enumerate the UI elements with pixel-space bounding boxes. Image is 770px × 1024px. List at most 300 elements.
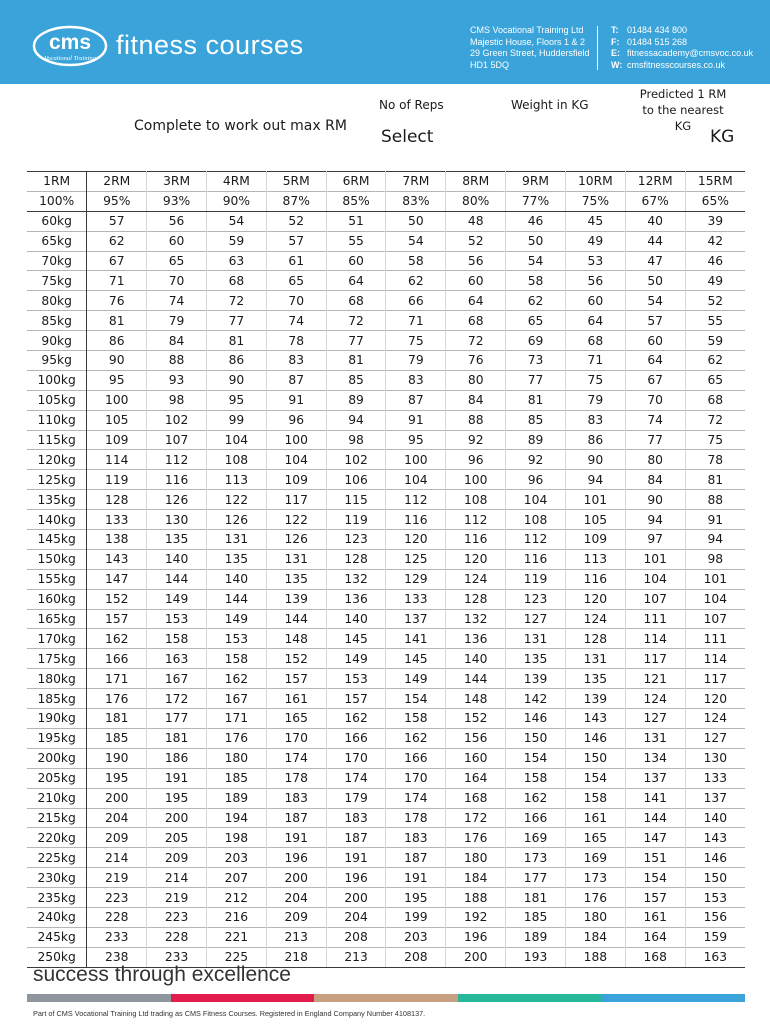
table-cell: 157 (266, 669, 326, 689)
table-row (27, 530, 745, 550)
table-cell: 9RM (506, 172, 566, 192)
table-cell: 57 (87, 211, 147, 231)
table-cell: 200 (87, 788, 147, 808)
row-label-cell: 75kg (27, 271, 87, 291)
table-cell: 101 (685, 569, 745, 589)
table-cell: 143 (685, 828, 745, 848)
table-cell: 81 (87, 311, 147, 331)
no-of-reps-label: No of Reps (379, 98, 444, 112)
table-cell: 77% (506, 191, 566, 211)
row-label-cell: 65kg (27, 231, 87, 251)
table-cell: 154 (565, 768, 625, 788)
table-cell: 80 (446, 370, 506, 390)
table-cell: 204 (266, 888, 326, 908)
reps-select[interactable]: Select (381, 127, 434, 147)
table-cell: 150 (685, 868, 745, 888)
table-cell: 195 (147, 788, 207, 808)
cms-logo (32, 25, 108, 67)
row-label-cell: 1RM (27, 172, 87, 192)
table-cell: 171 (206, 709, 266, 729)
table-cell: 84 (446, 390, 506, 410)
table-cell: 73 (506, 351, 566, 371)
table-cell: 156 (685, 907, 745, 927)
table-cell: 233 (147, 947, 207, 967)
table-cell: 187 (266, 808, 326, 828)
table-cell: 186 (147, 748, 207, 768)
table-cell: 131 (565, 649, 625, 669)
row-label-cell: 135kg (27, 490, 87, 510)
row-label-cell: 180kg (27, 669, 87, 689)
table-cell: 223 (87, 888, 147, 908)
table-cell: 65% (685, 191, 745, 211)
table-cell: 88 (446, 410, 506, 430)
table-cell: 129 (386, 569, 446, 589)
table-row (27, 450, 745, 470)
table-cell: 166 (326, 728, 386, 748)
table-cell: 146 (506, 709, 566, 729)
table-cell: 221 (206, 927, 266, 947)
row-label-cell: 245kg (27, 927, 87, 947)
table-cell: 81 (685, 470, 745, 490)
table-cell: 214 (147, 868, 207, 888)
table-cell: 108 (206, 450, 266, 470)
table-cell: 95 (386, 430, 446, 450)
table-cell: 44 (625, 231, 685, 251)
table-cell: 223 (147, 907, 207, 927)
table-cell: 85 (506, 410, 566, 430)
rep-max-table (27, 171, 745, 968)
table-row (27, 351, 745, 371)
table-cell: 76 (87, 291, 147, 311)
table-row (27, 689, 745, 709)
table-cell: 104 (386, 470, 446, 490)
table-cell: 162 (386, 728, 446, 748)
table-cell: 84 (147, 331, 207, 351)
table-cell: 135 (266, 569, 326, 589)
table-cell: 81 (326, 351, 386, 371)
table-cell: 130 (685, 748, 745, 768)
row-label-cell: 100kg (27, 370, 87, 390)
table-cell: 104 (506, 490, 566, 510)
table-cell: 204 (87, 808, 147, 828)
table-cell: 12RM (625, 172, 685, 192)
table-cell: 4RM (206, 172, 266, 192)
table-row (27, 669, 745, 689)
table-row (27, 848, 745, 868)
table-cell: 79 (386, 351, 446, 371)
table-cell: 135 (565, 669, 625, 689)
table-cell: 68 (326, 291, 386, 311)
table-cell: 158 (206, 649, 266, 669)
contact-fax (611, 37, 753, 49)
table-row (27, 410, 745, 430)
table-cell: 42 (685, 231, 745, 251)
table-cell: 62 (87, 231, 147, 251)
table-row (27, 390, 745, 410)
table-cell: 65 (147, 251, 207, 271)
table-cell: 149 (147, 589, 207, 609)
table-cell: 136 (446, 629, 506, 649)
table-row (27, 490, 745, 510)
table-cell: 71 (87, 271, 147, 291)
table-cell: 49 (565, 231, 625, 251)
table-cell: 68 (206, 271, 266, 291)
table-cell: 101 (625, 549, 685, 569)
table-cell: 219 (87, 868, 147, 888)
table-cell: 62 (685, 351, 745, 371)
table-cell: 67% (625, 191, 685, 211)
table-cell: 124 (446, 569, 506, 589)
brand-name: fitness courses (116, 30, 304, 60)
table-cell: 120 (565, 589, 625, 609)
table-cell: 117 (266, 490, 326, 510)
tagline: success through excellence (33, 963, 291, 986)
table-cell: 119 (326, 510, 386, 530)
table-cell: 163 (147, 649, 207, 669)
table-cell: 67 (625, 370, 685, 390)
table-cell: 79 (565, 390, 625, 410)
table-cell: 199 (386, 907, 446, 927)
table-cell: 170 (266, 728, 326, 748)
table-cell: 177 (147, 709, 207, 729)
row-label-cell: 240kg (27, 907, 87, 927)
table-cell: 167 (206, 689, 266, 709)
table-cell: 63 (206, 251, 266, 271)
table-cell: 91 (266, 390, 326, 410)
table-cell: 120 (446, 549, 506, 569)
table-cell: 125 (386, 549, 446, 569)
row-label-cell: 230kg (27, 868, 87, 888)
table-cell: 159 (685, 927, 745, 947)
table-cell: 130 (147, 510, 207, 530)
table-cell: 146 (685, 848, 745, 868)
table-cell: 140 (685, 808, 745, 828)
row-label-cell: 235kg (27, 888, 87, 908)
table-cell: 98 (147, 390, 207, 410)
table-cell: 200 (147, 808, 207, 828)
table-cell: 54 (386, 231, 446, 251)
table-cell: 114 (625, 629, 685, 649)
table-cell: 161 (625, 907, 685, 927)
table-cell: 188 (565, 947, 625, 967)
company-address (470, 25, 590, 71)
table-cell: 78 (266, 331, 326, 351)
header-divider (597, 26, 598, 70)
table-cell: 169 (565, 848, 625, 868)
table-cell: 173 (565, 868, 625, 888)
table-cell: 65 (266, 271, 326, 291)
table-cell: 208 (326, 927, 386, 947)
table-cell: 60 (446, 271, 506, 291)
table-cell: 149 (326, 649, 386, 669)
table-cell: 161 (266, 689, 326, 709)
table-cell: 72 (206, 291, 266, 311)
contact-value[interactable]: fitnessacademy@cmsvoc.co.uk (627, 48, 754, 58)
table-cell: 133 (685, 768, 745, 788)
table-cell: 139 (266, 589, 326, 609)
table-cell: 131 (266, 549, 326, 569)
table-cell: 119 (87, 470, 147, 490)
table-cell: 152 (446, 709, 506, 729)
table-cell: 94 (565, 470, 625, 490)
table-cell: 126 (266, 530, 326, 550)
table-cell: 59 (685, 331, 745, 351)
table-cell: 141 (625, 788, 685, 808)
table-row (27, 370, 745, 390)
table-cell: 112 (147, 450, 207, 470)
table-row (27, 748, 745, 768)
contact-value: 01484 434 800 (627, 25, 688, 35)
table-cell: 101 (565, 490, 625, 510)
table-cell: 56 (147, 211, 207, 231)
table-cell: 124 (685, 709, 745, 729)
table-cell: 180 (565, 907, 625, 927)
table-cell: 60 (326, 251, 386, 271)
table-cell: 122 (206, 490, 266, 510)
table-cell: 111 (625, 609, 685, 629)
color-bar-segment (314, 994, 458, 1002)
table-row (27, 331, 745, 351)
table-cell: 153 (147, 609, 207, 629)
table-cell: 90 (206, 370, 266, 390)
table-cell: 66 (386, 291, 446, 311)
table-cell: 104 (685, 589, 745, 609)
table-cell: 219 (147, 888, 207, 908)
row-label-cell: 105kg (27, 390, 87, 410)
table-cell: 146 (565, 728, 625, 748)
table-cell: 135 (206, 549, 266, 569)
table-cell: 75 (565, 370, 625, 390)
row-label-cell: 190kg (27, 709, 87, 729)
table-cell: 200 (266, 868, 326, 888)
table-cell: 189 (506, 927, 566, 947)
table-cell: 77 (206, 311, 266, 331)
table-cell: 67 (87, 251, 147, 271)
table-cell: 112 (506, 530, 566, 550)
table-cell: 180 (446, 848, 506, 868)
table-cell: 95 (87, 370, 147, 390)
table-cell: 108 (446, 490, 506, 510)
table-cell: 178 (266, 768, 326, 788)
table-cell: 7RM (386, 172, 446, 192)
table-cell: 87% (266, 191, 326, 211)
table-cell: 177 (506, 868, 566, 888)
table-cell: 64 (565, 311, 625, 331)
table-cell: 176 (565, 888, 625, 908)
table-cell: 128 (87, 490, 147, 510)
table-cell: 133 (386, 589, 446, 609)
table-cell: 153 (206, 629, 266, 649)
table-cell: 49 (685, 271, 745, 291)
table-row (27, 470, 745, 490)
table-cell: 187 (326, 828, 386, 848)
table-cell: 170 (386, 768, 446, 788)
table-cell: 157 (326, 689, 386, 709)
table-cell: 72 (446, 331, 506, 351)
table-cell: 116 (446, 530, 506, 550)
table-cell: 52 (685, 291, 745, 311)
table-cell: 142 (506, 689, 566, 709)
table-cell: 145 (386, 649, 446, 669)
table-cell: 123 (326, 530, 386, 550)
address-line: CMS Vocational Training Ltd (470, 25, 584, 35)
table-cell: 131 (206, 530, 266, 550)
table-cell: 104 (625, 569, 685, 589)
table-cell: 114 (685, 649, 745, 669)
table-cell: 153 (326, 669, 386, 689)
table-cell: 107 (625, 589, 685, 609)
table-cell: 57 (266, 231, 326, 251)
table-cell: 144 (206, 589, 266, 609)
table-cell: 149 (206, 609, 266, 629)
table-cell: 50 (625, 271, 685, 291)
table-cell: 87 (386, 390, 446, 410)
table-cell: 60 (147, 231, 207, 251)
table-cell: 168 (446, 788, 506, 808)
table-cell: 200 (326, 888, 386, 908)
table-cell: 68 (685, 390, 745, 410)
table-cell: 77 (506, 370, 566, 390)
table-cell: 149 (386, 669, 446, 689)
table-cell: 135 (147, 530, 207, 550)
row-label-cell: 80kg (27, 291, 87, 311)
table-cell: 238 (87, 947, 147, 967)
color-bar-segment (601, 994, 745, 1002)
table-cell: 75% (565, 191, 625, 211)
table-cell: 72 (326, 311, 386, 331)
table-cell: 81 (206, 331, 266, 351)
table-cell: 140 (446, 649, 506, 669)
table-cell: 99 (206, 410, 266, 430)
table-cell: 128 (326, 549, 386, 569)
table-cell: 77 (326, 331, 386, 351)
table-cell: 98 (326, 430, 386, 450)
table-cell: 117 (625, 649, 685, 669)
row-label-cell: 120kg (27, 450, 87, 470)
table-cell: 165 (266, 709, 326, 729)
contact-value[interactable]: cmsfitnesscourses.co.uk (627, 59, 726, 70)
table-cell: 144 (625, 808, 685, 828)
table-cell: 126 (147, 490, 207, 510)
table-cell: 56 (565, 271, 625, 291)
table-cell: 233 (87, 927, 147, 947)
table-cell: 107 (685, 609, 745, 629)
table-cell: 80% (446, 191, 506, 211)
table-cell: 147 (625, 828, 685, 848)
table-cell: 158 (506, 768, 566, 788)
table-cell: 112 (446, 510, 506, 530)
table-cell: 140 (206, 569, 266, 589)
table-cell: 50 (506, 231, 566, 251)
table-cell: 188 (446, 888, 506, 908)
table-cell: 87 (266, 370, 326, 390)
table-cell: 83 (386, 370, 446, 390)
table-cell: 100 (266, 430, 326, 450)
table-cell: 120 (685, 689, 745, 709)
table-cell: 150 (565, 748, 625, 768)
table-cell: 176 (87, 689, 147, 709)
table-cell: 90 (625, 490, 685, 510)
table-row (27, 569, 745, 589)
table-cell: 169 (506, 828, 566, 848)
table-cell: 131 (506, 629, 566, 649)
table-cell: 83 (266, 351, 326, 371)
table-cell: 179 (326, 788, 386, 808)
table-cell: 64 (326, 271, 386, 291)
table-cell: 152 (266, 649, 326, 669)
table-cell: 185 (206, 768, 266, 788)
table-cell: 164 (625, 927, 685, 947)
table-cell: 147 (87, 569, 147, 589)
table-cell: 94 (625, 510, 685, 530)
table-cell: 65 (506, 311, 566, 331)
table-cell: 185 (506, 907, 566, 927)
table-cell: 104 (266, 450, 326, 470)
table-cell: 178 (386, 808, 446, 828)
row-label-cell: 220kg (27, 828, 87, 848)
table-cell: 162 (206, 669, 266, 689)
table-cell: 144 (266, 609, 326, 629)
table-cell: 65 (685, 370, 745, 390)
table-cell: 88 (685, 490, 745, 510)
table-cell: 90 (565, 450, 625, 470)
table-cell: 89 (326, 390, 386, 410)
row-label-cell: 140kg (27, 510, 87, 530)
table-cell: 158 (147, 629, 207, 649)
table-cell: 148 (446, 689, 506, 709)
table-cell: 122 (266, 510, 326, 530)
table-row (27, 251, 745, 271)
table-cell: 69 (506, 331, 566, 351)
table-cell: 93% (147, 191, 207, 211)
table-cell: 95 (206, 390, 266, 410)
table-cell: 68 (446, 311, 506, 331)
table-cell: 191 (147, 768, 207, 788)
table-cell: 212 (206, 888, 266, 908)
table-cell: 71 (386, 311, 446, 331)
table-cell: 204 (326, 907, 386, 927)
table-cell: 141 (386, 629, 446, 649)
contact-details (611, 25, 753, 71)
table-cell: 116 (565, 569, 625, 589)
color-bar-segment (27, 994, 171, 1002)
row-label-cell: 250kg (27, 947, 87, 967)
table-row (27, 808, 745, 828)
table-cell: 74 (625, 410, 685, 430)
table-cell: 75 (685, 430, 745, 450)
table-cell: 138 (87, 530, 147, 550)
row-label-cell: 145kg (27, 530, 87, 550)
table-cell: 94 (685, 530, 745, 550)
table-cell: 140 (147, 549, 207, 569)
table-cell: 40 (625, 211, 685, 231)
contact-email (611, 48, 753, 60)
table-cell: 176 (206, 728, 266, 748)
table-cell: 112 (386, 490, 446, 510)
table-cell: 51 (326, 211, 386, 231)
table-cell: 97 (625, 530, 685, 550)
table-cell: 85 (326, 370, 386, 390)
table-cell: 164 (446, 768, 506, 788)
table-cell: 165 (565, 828, 625, 848)
weight-input[interactable] (455, 125, 605, 147)
row-label-cell: 95kg (27, 351, 87, 371)
header-banner (0, 0, 770, 84)
table-cell: 170 (326, 748, 386, 768)
table-cell: 121 (625, 669, 685, 689)
color-bar-segment (458, 994, 602, 1002)
table-cell: 174 (266, 748, 326, 768)
